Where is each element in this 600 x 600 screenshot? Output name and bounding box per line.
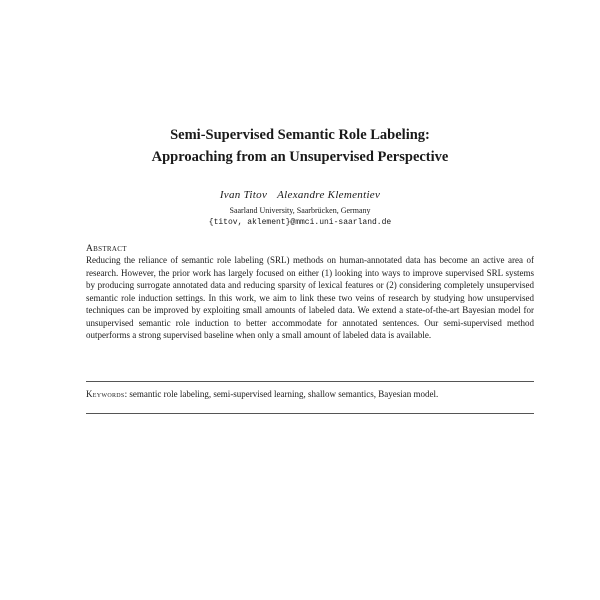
- author-list: [0, 188, 600, 202]
- keywords-bottom-rule: [86, 413, 534, 414]
- title-line-2: Approaching from an Unsupervised Perspective: [151, 149, 449, 165]
- author-name: Alexandre Klementiev: [277, 189, 381, 201]
- abstract-heading: Abstract: [86, 244, 127, 254]
- keywords-heading: Keywords: [86, 389, 125, 399]
- abstract-text: Reducing the reliance of semantic role labeling (SRL) methods on human-annotated data has become an active area of research. However, the prior work has largely focused on either (1) looking into ways to improve supervised SRL systems by producing surrogate annotated data and reducing sparsity of lexical features or (2) considering completely unsupervised semantic role induction settings. In this work, we aim to link these two veins of research by studying how unsupervised techniques can be improved by exploiting small amounts of labeled data. We extend a state-of-the-art Bayesian model for unsupervised semantic role induction to better accommodate for annotated sentences. Our semi-supervised method outperforms a strong supervised baseline when only a small amount of labeled data is available.: [86, 255, 534, 340]
- keywords-top-rule: [86, 381, 534, 382]
- keywords-colon: :: [124, 389, 130, 399]
- keywords-block: [86, 388, 534, 401]
- title-line-1: Semi-Supervised Semantic Role Labeling:: [170, 127, 430, 143]
- paper-title: [0, 124, 600, 168]
- keywords-text: semantic role labeling, semi-supervised learning, shallow semantics, Bayesian model.: [129, 389, 439, 399]
- author-email: {titov, aklement}@mmci.uni-saarland.de: [208, 218, 392, 227]
- author-name: Ivan Titov: [219, 189, 268, 201]
- author-affiliation: Saarland University, Saarbrücken, Germany: [229, 206, 371, 215]
